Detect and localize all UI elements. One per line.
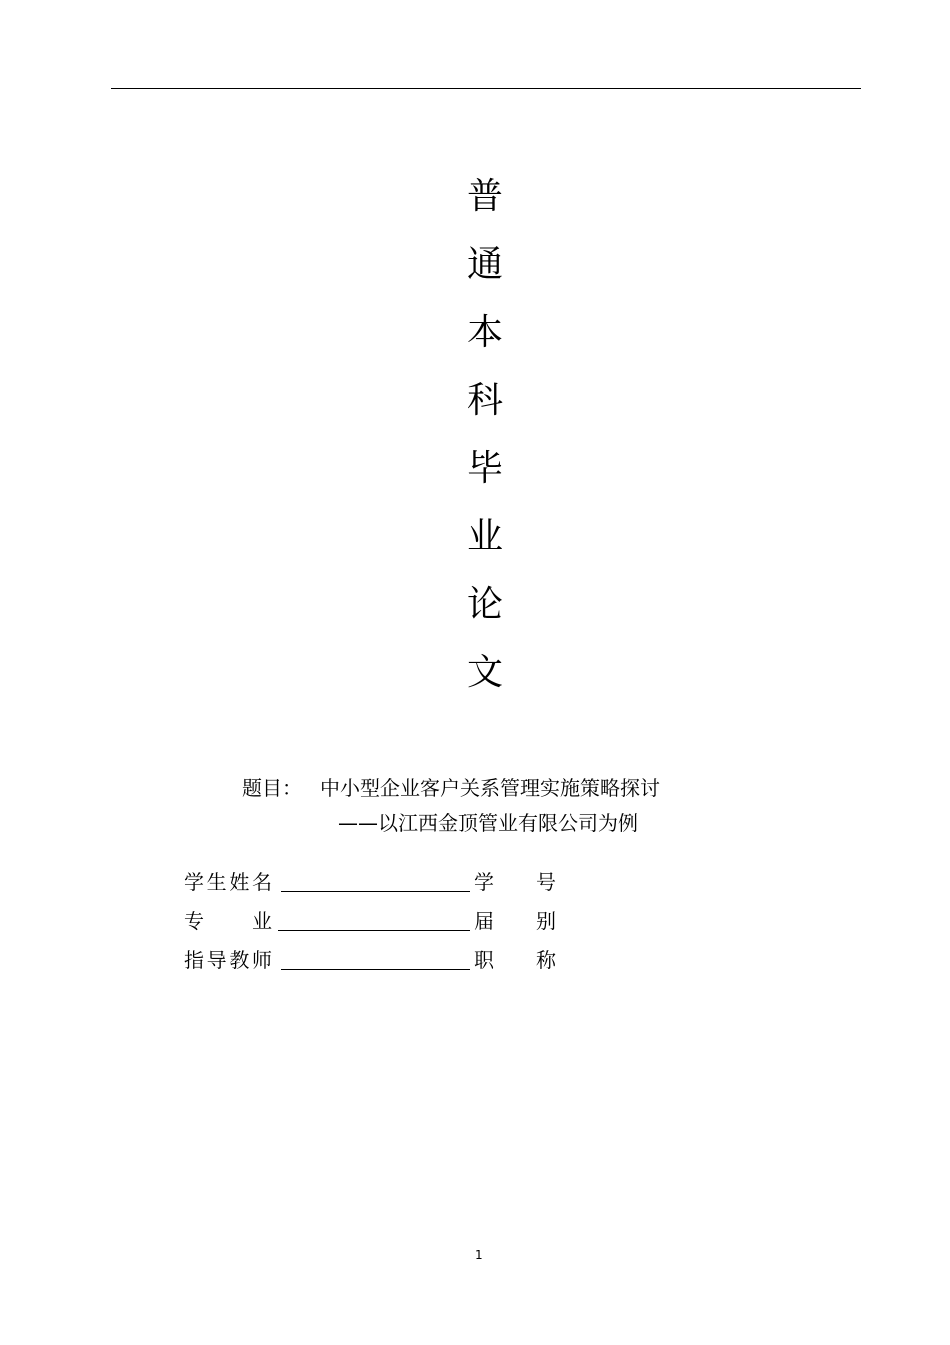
cover-title (435, 172, 535, 716)
student-name-field[interactable] (281, 891, 470, 892)
field-label: 届别 (474, 909, 556, 933)
topic-label: 题目： (242, 776, 302, 800)
advisor-field[interactable] (281, 969, 470, 970)
title-char: 普 (466, 176, 503, 217)
major-field[interactable] (278, 930, 470, 931)
title-char: 文 (466, 652, 503, 693)
title-char: 科 (466, 380, 503, 421)
field-label: 指导教师 (184, 948, 272, 972)
field-label: 职称 (474, 948, 556, 972)
page-number: 1 (475, 1248, 483, 1262)
title-char: 本 (466, 312, 503, 353)
title-char: 毕 (466, 448, 503, 489)
title-char: 通 (466, 244, 503, 285)
topic-main: 中小型企业客户关系管理实施策略探讨 (320, 776, 660, 800)
field-label: 学号 (474, 870, 556, 894)
topic-subtitle: ——以江西金顶管业有限公司为例 (338, 811, 638, 835)
field-label: 专业 (184, 909, 272, 933)
title-char: 业 (466, 516, 503, 557)
field-label: 学生姓名 (184, 870, 272, 894)
header-rule (111, 88, 861, 89)
title-char: 论 (466, 584, 503, 625)
